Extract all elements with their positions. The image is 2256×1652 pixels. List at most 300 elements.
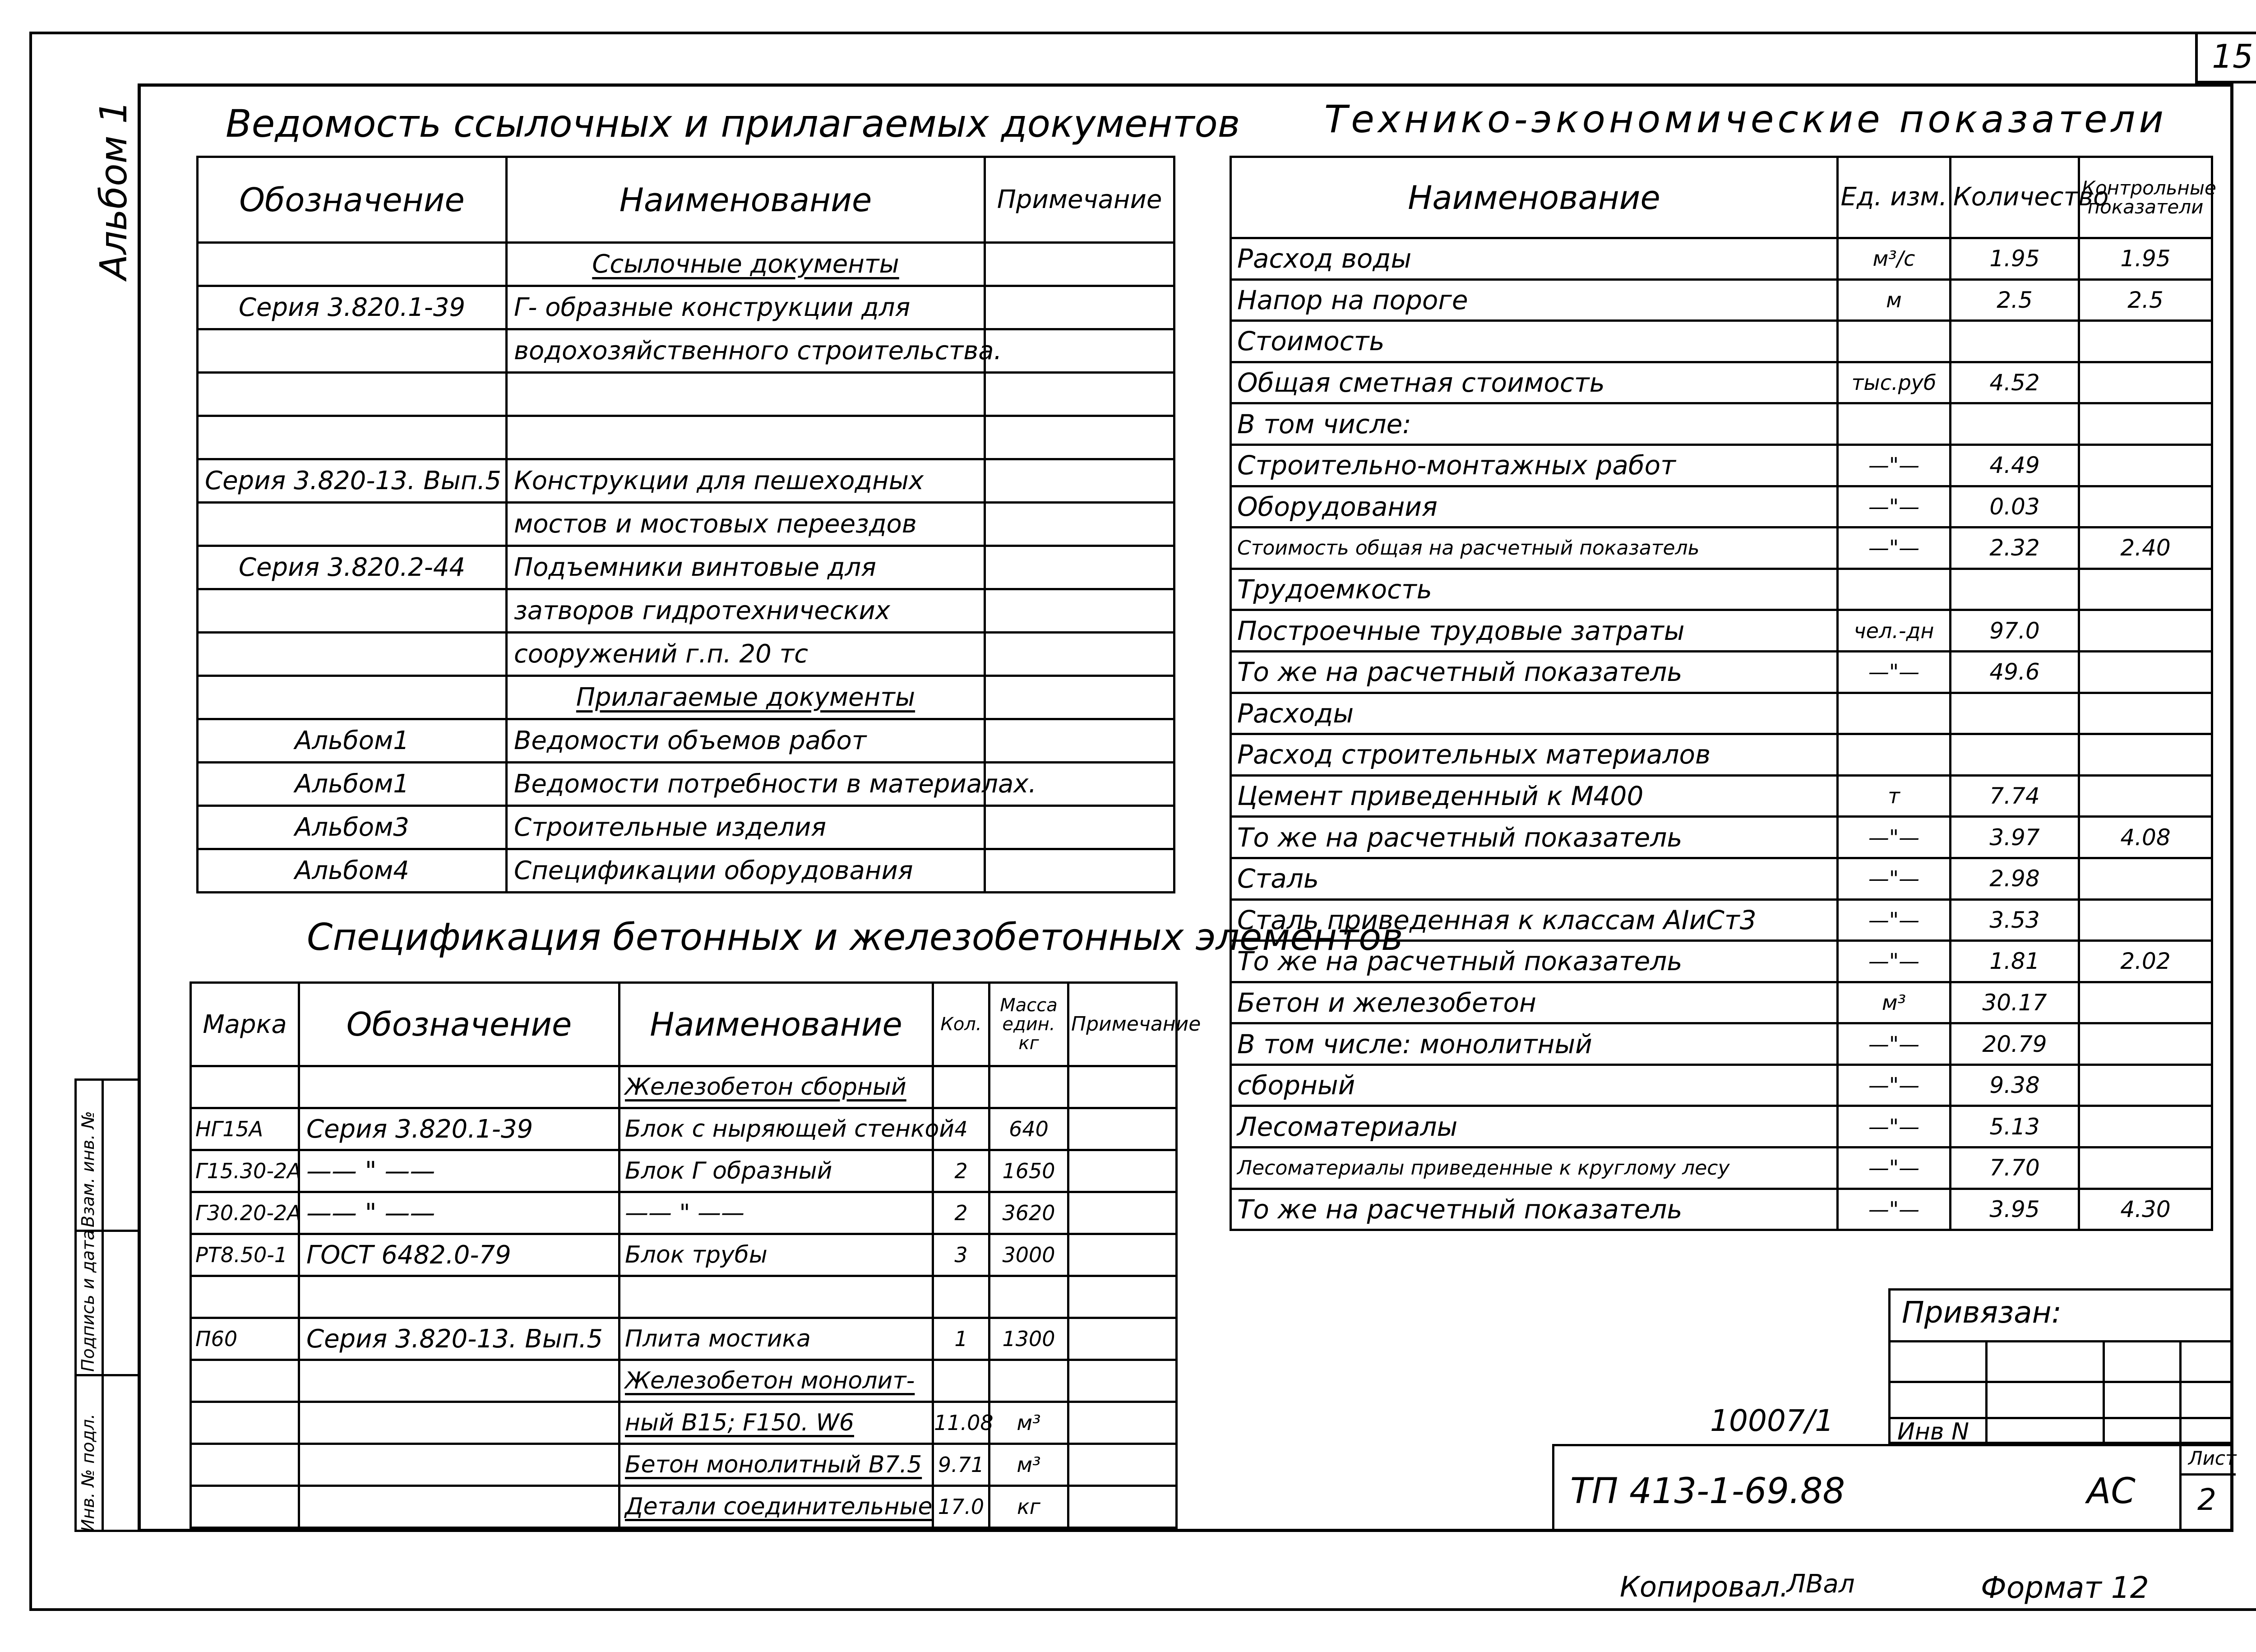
- tech-row: [1231, 1106, 2212, 1148]
- refs-row: [198, 763, 1174, 806]
- tech-unit: [1838, 693, 1951, 734]
- spec-qty: 9.71: [933, 1444, 989, 1486]
- refs-name: Ссылочные документы: [507, 243, 985, 286]
- spec-designation: [299, 1276, 619, 1318]
- tech-name: В том числе:: [1231, 403, 1838, 445]
- refs-designation: [198, 243, 507, 286]
- side-stamp-divider: [102, 1081, 104, 1530]
- refs-name: затворов гидротехнических: [507, 589, 985, 633]
- side-stamp-inv: Инв. № подл.: [78, 1413, 98, 1532]
- tech-qty: 97.0: [1951, 610, 2079, 652]
- spec-note: [1068, 1360, 1177, 1402]
- tech-name: Бетон и железобетон: [1231, 982, 1838, 1023]
- spec-qty: 17.0: [933, 1486, 989, 1528]
- footer-format: Формат 12: [1981, 1570, 2149, 1605]
- spec-note: [1068, 1402, 1177, 1444]
- refs-name: сооружений г.п. 20 тс: [507, 633, 985, 676]
- refs-name: Прилагаемые документы: [507, 676, 985, 719]
- spec-designation: —— " ——: [299, 1150, 619, 1192]
- spec-mass: [989, 1066, 1068, 1108]
- spec-qty: 4: [933, 1108, 989, 1150]
- spec-mass: 1300: [989, 1318, 1068, 1360]
- refs-designation: [198, 503, 507, 546]
- spec-mass: 3000: [989, 1234, 1068, 1276]
- refs-name: водохозяйственного строительства.: [507, 329, 985, 373]
- stamp-sheet-label: Лист: [2188, 1447, 2237, 1469]
- tech-qty: 4.49: [1951, 444, 2079, 486]
- spec-qty: 2: [933, 1150, 989, 1192]
- refs-header-note: Примечание: [985, 157, 1174, 243]
- tech-name: Расходы: [1231, 693, 1838, 734]
- tech-control: [2079, 858, 2212, 899]
- stamp-sheet: 2: [2197, 1482, 2216, 1517]
- stamp-grid-h1: [1891, 1340, 2233, 1342]
- refs-table: [196, 156, 1175, 893]
- sheet-number-top: 15: [2212, 37, 2253, 75]
- spec-designation: [299, 1066, 619, 1108]
- spec-name: Железобетон монолит-: [619, 1360, 933, 1402]
- refs-designation: [198, 633, 507, 676]
- tech-control: 4.30: [2079, 1189, 2212, 1230]
- tech-name: Сталь приведенная к классам АIиСт3: [1231, 899, 1838, 941]
- tech-qty: [1951, 734, 2079, 776]
- spec-qty: [933, 1360, 989, 1402]
- tech-control: [2079, 610, 2212, 652]
- refs-row: [198, 373, 1174, 416]
- tech-qty: 4.52: [1951, 362, 2079, 403]
- tech-unit: —"—: [1838, 651, 1951, 693]
- tech-control: 2.5: [2079, 279, 2212, 321]
- spec-designation: [299, 1444, 619, 1486]
- spec-note: [1068, 1486, 1177, 1528]
- tech-qty: 2.98: [1951, 858, 2079, 899]
- refs-designation: Серия 3.820.2-44: [198, 546, 507, 589]
- tech-control: 2.02: [2079, 941, 2212, 982]
- spec-name: Блок с ныряющей стенкой: [619, 1108, 933, 1150]
- refs-name: Ведомости потребности в материалах.: [507, 763, 985, 806]
- refs-row: [198, 849, 1174, 893]
- refs-designation: [198, 676, 507, 719]
- spec-name: Железобетон сборный: [619, 1066, 933, 1108]
- spec-designation: [299, 1402, 619, 1444]
- tech-name: То же на расчетный показатель: [1231, 817, 1838, 858]
- spec-name: ный В15; F150. W6: [619, 1402, 933, 1444]
- tech-row: [1231, 321, 2212, 362]
- refs-note: [985, 719, 1174, 763]
- spec-designation: [299, 1360, 619, 1402]
- tech-name: То же на расчетный показатель: [1231, 1189, 1838, 1230]
- spec-designation: [299, 1486, 619, 1528]
- tech-qty: 9.38: [1951, 1064, 2079, 1106]
- refs-row: [198, 416, 1174, 459]
- sheet-number-box: [2195, 32, 2256, 83]
- side-stamp: [74, 1078, 138, 1532]
- spec-qty: 11.08: [933, 1402, 989, 1444]
- refs-name: Спецификации оборудования: [507, 849, 985, 893]
- tech-qty: [1951, 693, 2079, 734]
- refs-row: [198, 676, 1174, 719]
- spec-header-designation: Обозначение: [299, 983, 619, 1066]
- tech-row: [1231, 1148, 2212, 1189]
- refs-designation: Серия 3.820.1-39: [198, 286, 507, 329]
- refs-note: [985, 503, 1174, 546]
- tech-row: [1231, 817, 2212, 858]
- refs-note: [985, 373, 1174, 416]
- spec-mark: [191, 1066, 299, 1108]
- tech-row: [1231, 569, 2212, 610]
- side-stamp-sign: Подпись и дата: [78, 1230, 98, 1372]
- refs-designation: [198, 589, 507, 633]
- tech-unit: —"—: [1838, 941, 1951, 982]
- tech-name: Лесоматериалы приведенные к круглому лесу: [1231, 1148, 1838, 1189]
- tech-unit: —"—: [1838, 1189, 1951, 1230]
- tech-qty: 1.95: [1951, 238, 2079, 280]
- refs-name: Г- образные конструкции для: [507, 286, 985, 329]
- tech-name: Строительно-монтажных работ: [1231, 444, 1838, 486]
- refs-designation: Альбом4: [198, 849, 507, 893]
- stamp-sheet-line: [2179, 1473, 2236, 1476]
- refs-header-designation: Обозначение: [198, 157, 507, 243]
- spec-row: [191, 1066, 1177, 1108]
- spec-note: [1068, 1150, 1177, 1192]
- tech-qty: 3.97: [1951, 817, 2079, 858]
- tech-control: [2079, 569, 2212, 610]
- spec-mass: 640: [989, 1108, 1068, 1150]
- spec-title: Спецификация бетонных и железобетонных элементов: [307, 916, 1403, 959]
- tech-name: Построечные трудовые затраты: [1231, 610, 1838, 652]
- refs-note: [985, 286, 1174, 329]
- refs-note: [985, 633, 1174, 676]
- refs-name: мостов и мостовых переездов: [507, 503, 985, 546]
- refs-name: Конструкции для пешеходных: [507, 459, 985, 503]
- tech-name: Стоимость общая на расчетный показатель: [1231, 528, 1838, 569]
- tech-header-unit: Ед. изм.: [1838, 157, 1951, 238]
- spec-note: [1068, 1234, 1177, 1276]
- tech-unit: —"—: [1838, 1023, 1951, 1065]
- tech-name: Расход воды: [1231, 238, 1838, 280]
- tech-control: [2079, 651, 2212, 693]
- tech-qty: 30.17: [1951, 982, 2079, 1023]
- spec-name: —— " ——: [619, 1192, 933, 1234]
- tech-row: [1231, 486, 2212, 528]
- tech-control: [2079, 362, 2212, 403]
- spec-mark: [191, 1276, 299, 1318]
- spec-mass: м³: [989, 1444, 1068, 1486]
- refs-designation: Альбом3: [198, 806, 507, 849]
- tech-qty: [1951, 403, 2079, 445]
- spec-row: [191, 1234, 1177, 1276]
- tech-row: [1231, 693, 2212, 734]
- tech-control: [2079, 899, 2212, 941]
- refs-row: [198, 546, 1174, 589]
- tech-qty: 2.32: [1951, 528, 2079, 569]
- tech-qty: 0.03: [1951, 486, 2079, 528]
- refs-row: [198, 503, 1174, 546]
- stamp-grid-v2: [2103, 1340, 2105, 1446]
- spec-note: [1068, 1066, 1177, 1108]
- tech-name: Лесоматериалы: [1231, 1106, 1838, 1148]
- refs-name: [507, 416, 985, 459]
- tech-row: [1231, 775, 2212, 817]
- spec-header-mark: Марка: [191, 983, 299, 1066]
- stamp-number: 10007/1: [1710, 1403, 1834, 1438]
- tech-qty: 7.74: [1951, 775, 2079, 817]
- tech-unit: —"—: [1838, 858, 1951, 899]
- tech-row: [1231, 734, 2212, 776]
- stamp-privyazan-block: [1888, 1288, 2233, 1444]
- refs-designation: Альбом1: [198, 763, 507, 806]
- tech-unit: м³/с: [1838, 238, 1951, 280]
- refs-row: [198, 589, 1174, 633]
- refs-note: [985, 806, 1174, 849]
- tech-qty: [1951, 569, 2079, 610]
- tech-qty: 5.13: [1951, 1106, 2079, 1148]
- stamp-main-block: [1552, 1444, 2237, 1532]
- spec-designation: Серия 3.820-13. Вып.5: [299, 1318, 619, 1360]
- tech-header-qty: Количество: [1951, 157, 2079, 238]
- refs-row: [198, 806, 1174, 849]
- spec-mark: НГ15А: [191, 1108, 299, 1150]
- tech-qty: 1.81: [1951, 941, 2079, 982]
- refs-row: [198, 243, 1174, 286]
- stamp-privyazan: Привязан:: [1902, 1295, 2062, 1330]
- spec-name: [619, 1276, 933, 1318]
- tech-row: [1231, 1064, 2212, 1106]
- refs-note: [985, 849, 1174, 893]
- spec-name: Бетон монолитный В7.5: [619, 1444, 933, 1486]
- tech-control: [2079, 1106, 2212, 1148]
- tech-name: Общая сметная стоимость: [1231, 362, 1838, 403]
- spec-designation: —— " ——: [299, 1192, 619, 1234]
- tech-unit: м³: [1838, 982, 1951, 1023]
- tech-header-name: Наименование: [1231, 157, 1838, 238]
- tech-name: Стоимость: [1231, 321, 1838, 362]
- stamp-grid-v3: [2179, 1340, 2182, 1446]
- tech-row: [1231, 610, 2212, 652]
- tech-unit: —"—: [1838, 817, 1951, 858]
- spec-note: [1068, 1318, 1177, 1360]
- refs-designation: [198, 373, 507, 416]
- tech-control: [2079, 1064, 2212, 1106]
- tech-row: [1231, 1023, 2212, 1065]
- spec-row: [191, 1360, 1177, 1402]
- spec-mark: [191, 1444, 299, 1486]
- tech-name: То же на расчетный показатель: [1231, 941, 1838, 982]
- tech-unit: —"—: [1838, 899, 1951, 941]
- tech-qty: 49.6: [1951, 651, 2079, 693]
- tech-control: [2079, 734, 2212, 776]
- tech-unit: [1838, 734, 1951, 776]
- tech-name: сборный: [1231, 1064, 1838, 1106]
- footer-copied-signature: ЛВал: [1787, 1569, 1855, 1599]
- spec-header-qty: Кол.: [933, 983, 989, 1066]
- spec-note: [1068, 1444, 1177, 1486]
- tech-name: Оборудования: [1231, 486, 1838, 528]
- tech-unit: т: [1838, 775, 1951, 817]
- spec-name: Детали соединительные: [619, 1486, 933, 1528]
- side-stamp-line-2: [77, 1374, 138, 1376]
- refs-name: Подъемники винтовые для: [507, 546, 985, 589]
- spec-header-note: Примечание: [1068, 983, 1177, 1066]
- tech-name: Трудоемкость: [1231, 569, 1838, 610]
- tech-name: Расход строительных материалов: [1231, 734, 1838, 776]
- spec-qty: 2: [933, 1192, 989, 1234]
- refs-note: [985, 329, 1174, 373]
- tech-row: [1231, 858, 2212, 899]
- spec-mass: [989, 1360, 1068, 1402]
- stamp-inv: Инв N: [1897, 1418, 1969, 1445]
- tech-unit: —"—: [1838, 1106, 1951, 1148]
- spec-row: [191, 1108, 1177, 1150]
- tech-control: [2079, 1148, 2212, 1189]
- spec-mass: [989, 1276, 1068, 1318]
- tech-table: [1230, 156, 2216, 1231]
- spec-mass: м³: [989, 1402, 1068, 1444]
- refs-row: [198, 719, 1174, 763]
- tech-qty: 7.70: [1951, 1148, 2079, 1189]
- tech-row: [1231, 279, 2212, 321]
- spec-designation: ГОСТ 6482.0-79: [299, 1234, 619, 1276]
- spec-mass: 3620: [989, 1192, 1068, 1234]
- tech-control: [2079, 444, 2212, 486]
- spec-mark: [191, 1360, 299, 1402]
- spec-note: [1068, 1108, 1177, 1150]
- spec-note: [1068, 1276, 1177, 1318]
- tech-header-control: Контрольные показатели: [2079, 157, 2212, 238]
- footer-copied: Копировал.: [1620, 1570, 1789, 1603]
- spec-qty: [933, 1276, 989, 1318]
- tech-name: Напор на пороге: [1231, 279, 1838, 321]
- tech-name: То же на расчетный показатель: [1231, 651, 1838, 693]
- tech-control: [2079, 1023, 2212, 1065]
- refs-note: [985, 546, 1174, 589]
- tech-qty: [1951, 321, 2079, 362]
- tech-title: Технико-экономические показатели: [1324, 97, 2167, 141]
- tech-unit: [1838, 321, 1951, 362]
- spec-row: [191, 1402, 1177, 1444]
- spec-mark: [191, 1402, 299, 1444]
- tech-row: [1231, 403, 2212, 445]
- refs-name: Строительные изделия: [507, 806, 985, 849]
- spec-qty: 3: [933, 1234, 989, 1276]
- refs-designation: Серия 3.820-13. Вып.5: [198, 459, 507, 503]
- stamp-grid-h2: [1891, 1381, 2233, 1383]
- spec-mark: Г15.30-2А: [191, 1150, 299, 1192]
- tech-qty: 2.5: [1951, 279, 2079, 321]
- refs-name: Ведомости объемов работ: [507, 719, 985, 763]
- tech-control: [2079, 775, 2212, 817]
- refs-name: [507, 373, 985, 416]
- tech-unit: тыс.руб: [1838, 362, 1951, 403]
- tech-name: Сталь: [1231, 858, 1838, 899]
- tech-row: [1231, 982, 2212, 1023]
- refs-note: [985, 676, 1174, 719]
- tech-unit: [1838, 569, 1951, 610]
- tech-row: [1231, 899, 2212, 941]
- spec-name: Блок трубы: [619, 1234, 933, 1276]
- refs-note: [985, 243, 1174, 286]
- tech-control: 1.95: [2079, 238, 2212, 280]
- tech-control: 2.40: [2079, 528, 2212, 569]
- tech-row: [1231, 444, 2212, 486]
- tech-unit: м: [1838, 279, 1951, 321]
- album-label: Альбом 1: [92, 100, 135, 280]
- stamp-code: ТП 413-1-69.88: [1570, 1471, 1845, 1512]
- refs-designation: [198, 329, 507, 373]
- tech-control: [2079, 486, 2212, 528]
- tech-row: [1231, 238, 2212, 280]
- spec-row: [191, 1150, 1177, 1192]
- spec-note: [1068, 1192, 1177, 1234]
- stamp-grid-v1: [1985, 1340, 1988, 1446]
- tech-qty: 3.53: [1951, 899, 2079, 941]
- tech-unit: —"—: [1838, 1064, 1951, 1106]
- spec-row: [191, 1318, 1177, 1360]
- tech-control: [2079, 403, 2212, 445]
- refs-designation: Альбом1: [198, 719, 507, 763]
- side-stamp-vzam: Взам. инв. №: [78, 1111, 98, 1227]
- tech-row: [1231, 362, 2212, 403]
- tech-name: В том числе: монолитный: [1231, 1023, 1838, 1065]
- tech-control: [2079, 982, 2212, 1023]
- refs-row: [198, 633, 1174, 676]
- tech-row: [1231, 1189, 2212, 1230]
- tech-control: [2079, 693, 2212, 734]
- refs-designation: [198, 416, 507, 459]
- tech-name: Цемент приведенный к М400: [1231, 775, 1838, 817]
- refs-row: [198, 459, 1174, 503]
- tech-control: 4.08: [2079, 817, 2212, 858]
- spec-mark: Г30.20-2А: [191, 1192, 299, 1234]
- refs-note: [985, 589, 1174, 633]
- spec-name: Плита мостика: [619, 1318, 933, 1360]
- spec-table: [190, 981, 1201, 1529]
- spec-designation: Серия 3.820.1-39: [299, 1108, 619, 1150]
- tech-control: [2079, 321, 2212, 362]
- tech-unit: —"—: [1838, 444, 1951, 486]
- refs-row: [198, 286, 1174, 329]
- spec-row: [191, 1486, 1177, 1528]
- tech-row: [1231, 528, 2212, 569]
- spec-header-name: Наименование: [619, 983, 933, 1066]
- tech-unit: [1838, 403, 1951, 445]
- tech-unit: —"—: [1838, 1148, 1951, 1189]
- refs-header-name: Наименование: [507, 157, 985, 243]
- tech-qty: 20.79: [1951, 1023, 2079, 1065]
- tech-unit: чел.-дн: [1838, 610, 1951, 652]
- spec-mass: 1650: [989, 1150, 1068, 1192]
- refs-title: Ведомость ссылочных и прилагаемых документов: [226, 102, 1240, 146]
- spec-row: [191, 1444, 1177, 1486]
- refs-note: [985, 416, 1174, 459]
- tech-unit: —"—: [1838, 486, 1951, 528]
- spec-mark: П60: [191, 1318, 299, 1360]
- spec-mass: кг: [989, 1486, 1068, 1528]
- spec-mark: РТ8.50-1: [191, 1234, 299, 1276]
- tech-row: [1231, 651, 2212, 693]
- tech-qty: 3.95: [1951, 1189, 2079, 1230]
- tech-unit: —"—: [1838, 528, 1951, 569]
- spec-mark: [191, 1486, 299, 1528]
- spec-header-mass: Масса един. кг: [989, 983, 1068, 1066]
- tech-row: [1231, 941, 2212, 982]
- spec-qty: [933, 1066, 989, 1108]
- spec-row: [191, 1192, 1177, 1234]
- spec-name: Блок Г образный: [619, 1150, 933, 1192]
- refs-row: [198, 329, 1174, 373]
- spec-row: [191, 1276, 1177, 1318]
- stamp-mark: АС: [2087, 1471, 2136, 1512]
